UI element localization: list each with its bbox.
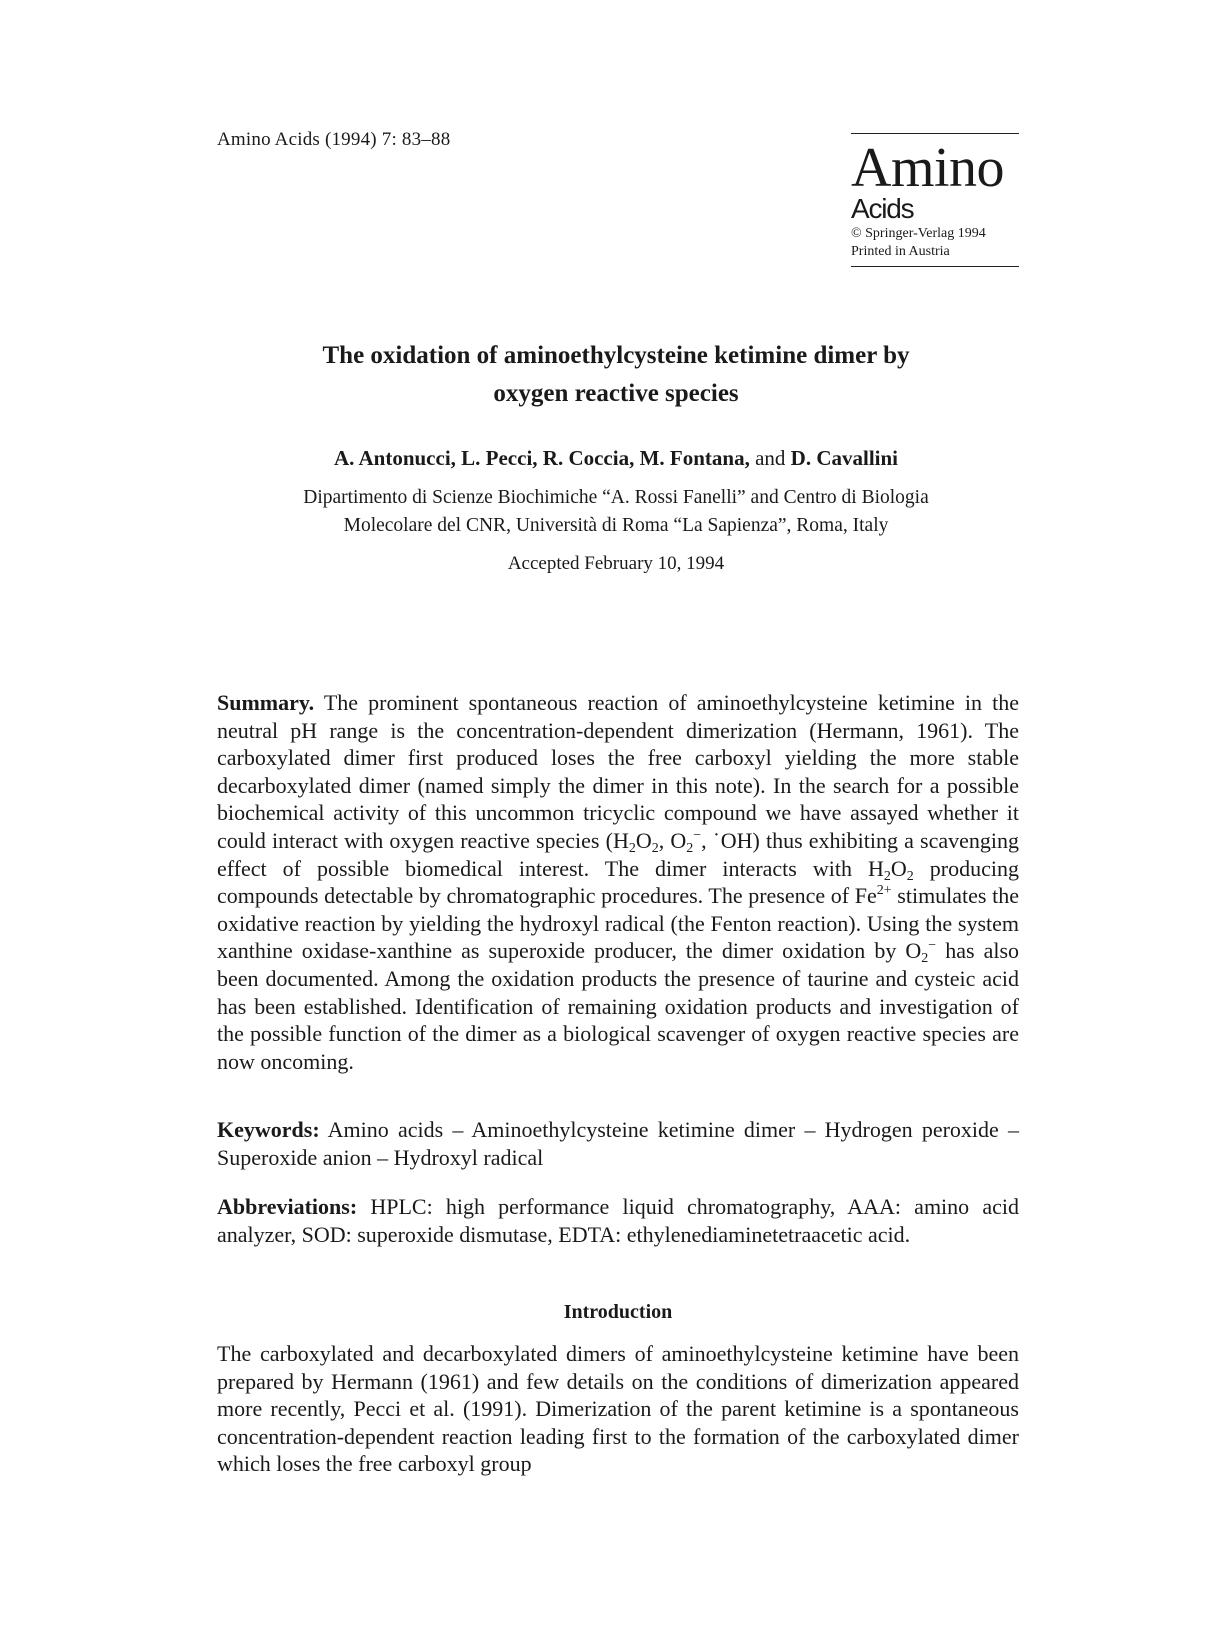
- keywords-paragraph: [217, 1116, 1019, 1171]
- keywords-label: Keywords:: [217, 1117, 320, 1142]
- subscript: 2: [628, 840, 636, 856]
- superscript: −: [693, 827, 702, 843]
- superscript: −: [928, 938, 937, 954]
- introduction-paragraph: The carboxylated and decarboxylated dimers of aminoethylcysteine ketimine have been prepared by Hermann (1961) and few details on the conditions of dimerization appeared more recently, Pecci et al. (1991). Dimerization of the parent ketimine is a spontaneous concentration-dependent reaction leading first to the formation of the carboxylated dimer which loses the free carboxyl group: [217, 1341, 1019, 1477]
- summary-text-1: The prominent spontaneous reaction of aminoethylcysteine ketimine in the neutral pH range is the concentration-dependent dimerization (Hermann, 1961). The carboxylated dimer first produced loses the free carboxyl yielding the more stable decarboxylated dimer (named simply the dimer in this note). In the search for a possible biochemical activity of this uncommon tricyclic compound we have assayed whether it could interact with oxygen reactive species (H: [217, 690, 1019, 853]
- summary-label: Summary.: [217, 690, 315, 715]
- printed-line: Printed in Austria: [851, 244, 950, 259]
- copyright-line: © Springer-Verlag 1994: [851, 226, 986, 241]
- formula-o: O: [635, 827, 652, 853]
- subscript: 2: [906, 868, 914, 884]
- summary-text-3: producing compounds detectable by chromatographic procedures. The presence of Fe: [217, 855, 1019, 909]
- subscript: 2: [651, 840, 659, 856]
- authors-main: A. Antonucci, L. Pecci, R. Coccia, M. Fontana,: [333, 446, 750, 470]
- logo-acids-text: Acids: [851, 193, 914, 224]
- abbreviations-label: Abbreviations:: [217, 1194, 358, 1219]
- authors-and: and: [755, 446, 786, 470]
- abbreviations-paragraph: [217, 1193, 1019, 1248]
- formula-o: O: [890, 855, 907, 881]
- formula-separator: , O: [658, 827, 687, 853]
- title-line-1: The oxidation of aminoethylcysteine ketimine dimer by: [322, 342, 910, 369]
- summary-paragraph: [217, 689, 1019, 1075]
- logo-amino-text: Amino: [851, 137, 1005, 199]
- abbreviations-text: HPLC: high performance liquid chromatography, AAA: amino acid analyzer, SOD: superoxide dismutase, EDTA: ethylenediaminetetraacetic acid.: [217, 1194, 1019, 1247]
- summary-text-5: has also been documented. Among the oxidation products the presence of taurine and cysteic acid has been established. Identification of remaining oxidation products and investigation of the possible function of the dimer as a biological scavenger of oxygen reactive species are now oncoming.: [217, 938, 1020, 1074]
- journal-logo: [851, 133, 1019, 267]
- affiliation: [180, 484, 1052, 540]
- accepted-date: Accepted February 10, 1994: [507, 553, 725, 574]
- subscript: 2: [686, 840, 694, 856]
- subscript: 2: [921, 951, 929, 967]
- superscript: 2+: [876, 883, 892, 899]
- authors-last: D. Cavallini: [790, 446, 899, 470]
- keywords-text: Amino acids – Aminoethylcysteine ketimine dimer – Hydrogen peroxide – Superoxide anion – Hydroxyl radical: [217, 1117, 1019, 1170]
- subscript: 2: [883, 868, 891, 884]
- article-title: [200, 337, 1032, 413]
- summary-text-4: stimulates the oxidative reaction by yielding the hydroxyl radical (the Fenton reaction). Using the system xanthine oxidase-xanthine as superoxide producer, the dimer oxidation by O: [217, 883, 1020, 964]
- journal-citation: Amino Acids (1994) 7: 83–88: [217, 129, 451, 150]
- affiliation-line-2: Molecolare del CNR, Università di Roma “La Sapienza”, Roma, Italy: [343, 515, 889, 536]
- affiliation-line-1: Dipartimento di Scienze Biochimiche “A. Rossi Fanelli” and Centro di Biologia: [303, 487, 929, 508]
- section-heading-introduction: Introduction: [563, 1301, 673, 1323]
- title-line-2: oxygen reactive species: [493, 380, 739, 407]
- summary-text-2: , ˙OH) thus exhibiting a scavenging effect of possible biomedical interest. The dimer interacts with H: [217, 827, 1019, 881]
- author-list: [200, 446, 1032, 471]
